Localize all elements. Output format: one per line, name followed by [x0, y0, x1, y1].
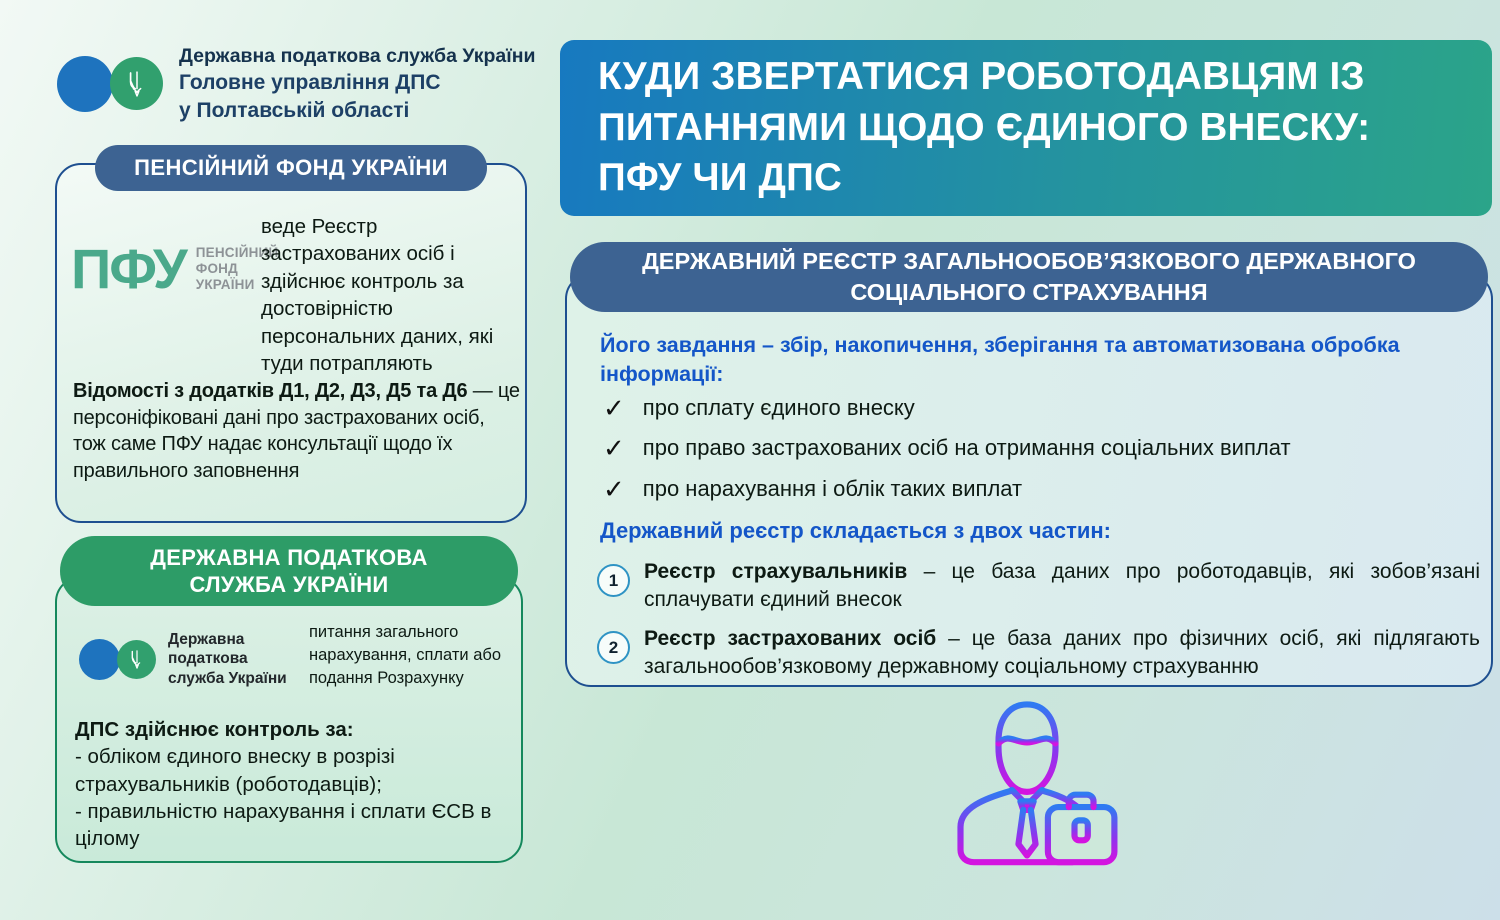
pfu-intro-text: веде Реєстр застрахованих осіб і здійснює контроль за достовірністю персональних даних, які туди потрапляють: [261, 215, 494, 376]
pfu-caption-line2: ФОНД: [195, 260, 238, 276]
logo-blue-circle: [79, 639, 120, 680]
dps-caption-line1: Державна: [168, 631, 245, 648]
pfu-caption-line3: УКРАЇНИ: [195, 277, 255, 293]
brand-org-name: Державна податкова служба України: [179, 45, 536, 67]
dps-card-header: [60, 536, 518, 606]
check-item: [603, 393, 915, 421]
pfu-note-bold: Відомості з додатків Д1, Д2, Д3, Д5 та Д6: [73, 380, 468, 402]
dps-logo-small: [79, 639, 156, 680]
dps-control-heading: ДПС здійснює контроль за:: [75, 718, 354, 741]
registry-part-rest: – це база даних про фізичних осіб, які підлягають загальнообов’язковому державному соціальному страхуванню: [644, 627, 1480, 678]
dps-control-item1: - обліком єдиного внеску в розрізі страхувальників (роботодавців);: [75, 745, 395, 796]
check-item-label: про право застрахованих осіб на отримання соціальних виплат: [642, 435, 1291, 460]
dps-control-text: [75, 716, 507, 852]
pfu-note-text: [73, 378, 521, 484]
logo-green-circle: [117, 640, 156, 679]
check-item-label: про сплату єдиного внеску: [642, 395, 915, 420]
registry-intro-text: Його завдання – збір, накопичення, зберігання та автоматизована обробка інформації:: [600, 333, 1400, 387]
trident-icon: [129, 649, 145, 670]
brand-dept-line1: Головне управління ДПС: [179, 71, 441, 95]
registry-part-rest: – це база даних про роботодавців, які зобов’язані сплачувати єдиний внесок: [644, 560, 1481, 611]
brand-dept-line2: у Полтавській області: [179, 98, 410, 122]
logo-green-circle: [110, 57, 163, 110]
pfu-card-header: [95, 145, 487, 191]
registry-card-header: [570, 242, 1488, 312]
dps-logo-caption: [168, 630, 287, 688]
dps-caption-line3: служба України: [168, 669, 287, 687]
check-item: [603, 474, 1022, 502]
pfu-caption-line1: ПЕНСІЙНИЙ: [195, 244, 279, 260]
registry-part-text: [644, 558, 1480, 613]
number-badge-2: 2: [597, 631, 630, 664]
registry-parts-intro: Державний реєстр складається з двох частин:: [600, 518, 1111, 543]
dps-card: [55, 544, 523, 863]
dps-logo: [57, 56, 163, 112]
dps-card-header-label: ДЕРЖАВНА ПОДАТКОВА СЛУЖБА УКРАЇНИ: [150, 544, 428, 597]
registry-part-item: [597, 558, 1480, 613]
logo-blue-circle: [57, 56, 113, 112]
registry-part-item: [597, 625, 1480, 680]
check-icon: ✓: [603, 393, 625, 423]
poster-title: КУДИ ЗВЕРТАТИСЯ РОБОТОДАВЦЯМ ІЗ ПИТАННЯМИ ЩОДО ЄДИНОГО ВНЕСКУ: ПФУ ЧИ ДПС: [598, 54, 1371, 200]
dps-caption-line2: податкова: [168, 650, 248, 668]
title-banner: [560, 40, 1492, 216]
registry-part-text: [644, 625, 1480, 680]
pfu-note-rest: — це персоніфіковані дані про застрахованих осіб, тож саме ПФУ надає консультації щодо їх правильного заповнення: [73, 380, 520, 482]
trident-icon: [126, 70, 148, 98]
check-icon: ✓: [603, 433, 625, 463]
dps-intro-text: питання загального нарахування, сплати або подання Розрахунку: [309, 623, 502, 688]
number-badge-1: 1: [597, 564, 630, 597]
registry-card: [565, 248, 1493, 687]
pfu-card: [55, 155, 527, 523]
dps-control-item2: - правильністю нарахування і сплати ЄСВ в цілому: [75, 799, 492, 850]
check-icon: ✓: [603, 474, 625, 504]
registry-part-bold: Реєстр застрахованих осіб: [644, 627, 937, 650]
pfu-logo-mark: ПФУ: [71, 237, 186, 300]
businessman-briefcase-icon: [932, 694, 1122, 889]
pfu-card-header-label: ПЕНСІЙНИЙ ФОНД УКРАЇНИ: [134, 155, 448, 180]
pfu-logo: [71, 237, 279, 300]
registry-card-header-label: ДЕРЖАВНИЙ РЕЄСТР ЗАГАЛЬНООБОВ’ЯЗКОВОГО ДЕРЖАВНОГО СОЦІАЛЬНОГО СТРАХУВАННЯ: [642, 248, 1416, 305]
registry-part-bold: Реєстр страхувальників: [644, 560, 908, 583]
dps-logo-row: [79, 630, 287, 688]
check-item-label: про нарахування і облік таких виплат: [642, 476, 1023, 501]
check-item: [603, 433, 1291, 461]
brand-header: [57, 44, 536, 124]
